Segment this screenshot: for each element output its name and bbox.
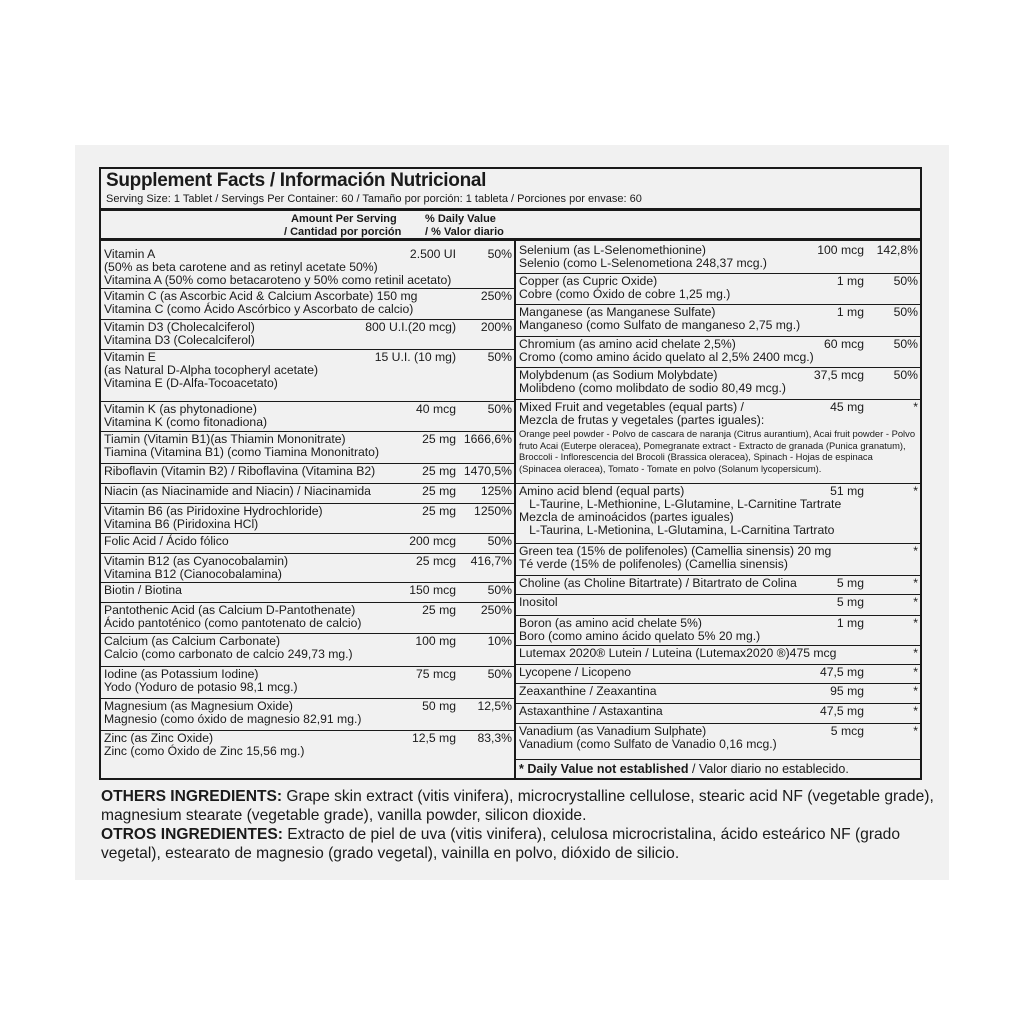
nutrient-name: (as Natural D-Alpha tocopheryl acetate)	[104, 363, 319, 377]
nutrient-name: Amino acid blend (equal parts)	[519, 484, 685, 498]
nutrient-daily-value: 50%	[893, 305, 918, 319]
header-amount: Amount Per Serving	[291, 213, 397, 225]
nutrient-name: Astaxanthine / Astaxantina	[519, 704, 663, 718]
nutrient-name: Niacin (as Niacinamide and Niacin) / Niacinamida	[104, 484, 371, 498]
nutrient-daily-value: 50%	[487, 667, 512, 681]
panel-title: Supplement Facts / Información Nutricional	[106, 170, 487, 191]
row-divider	[101, 319, 514, 320]
nutrient-daily-value: 50%	[487, 402, 512, 416]
nutrient-daily-value: 1470,5%	[463, 464, 512, 478]
nutrient-name: Vitamin B6 (as Piridoxine Hydrochloride)	[104, 504, 323, 518]
nutrient-daily-value: 50%	[487, 583, 512, 597]
nutrient-amount: 45 mg	[830, 400, 864, 414]
nutrient-daily-value: *	[913, 684, 918, 698]
nutrient-name: Magnesio (como óxido de magnesio 82,91 mg.)	[104, 712, 362, 726]
nutrient-name: Cobre (como Óxido de cobre 1,25 mg.)	[519, 287, 731, 301]
nutrient-name: Copper (as Cupric Oxide)	[519, 274, 658, 288]
footnote-bold: * Daily Value not established	[519, 762, 689, 776]
nutrient-daily-value: 250%	[480, 289, 512, 303]
row-divider	[516, 683, 920, 684]
nutrient-name: Vitamina C (como Ácido Ascórbico y Ascorbato de calcio)	[104, 302, 414, 316]
serving-info: Serving Size: 1 Tablet / Servings Per Container: 60 / Tamaño por porción: 1 tableta / Porciones por envase: 60	[106, 193, 642, 205]
nutrient-name: Riboflavin (Vitamin B2) / Riboflavina (Vitamina B2)	[104, 464, 376, 478]
nutrient-name: Lycopene / Licopeno	[519, 665, 632, 679]
nutrient-amount: 5 mg	[836, 576, 864, 590]
nutrient-name: Vitamina B12 (Cianocobalamina)	[104, 567, 282, 581]
nutrient-name: Vitamina D3 (Colecalciferol)	[104, 333, 255, 347]
nutrient-name: Calcio (como carbonato de calcio 249,73 mg.)	[104, 647, 353, 661]
nutrient-daily-value: 83,3%	[477, 731, 512, 745]
nutrient-amount: 1 mg	[836, 305, 864, 319]
blend-ingredients-note: Orange peel powder - Polvo de cascara de naranja (Citrus aurantium), Acai fruit powder - Polvo fruto Acai (Euterpe oleracea), Pomegranate extract - Extracto de granada (Punica granatum), Broccoli - Inflorescencia del Brocoli (Brassica oleracea), Spinach - Hojas de espinaca (Spinacea oleracea), Tomato - Tomate en polvo (Solanum lycopersicum).	[519, 428, 916, 474]
nutrient-daily-value: 12,5%	[477, 699, 512, 713]
nutrient-name: Vitamin D3 (Cholecalciferol)	[104, 320, 255, 334]
nutrient-name: Boron (as amino acid chelate 5%)	[519, 616, 702, 630]
row-divider	[516, 615, 920, 616]
header-dv: % Daily Value	[425, 213, 496, 225]
nutrient-name: Té verde (15% de polifenoles) (Camellia sinensis)	[519, 557, 788, 571]
nutrient-name: L-Taurina, L-Metionina, L-Glutamina, L-Carnitina Tartrato	[519, 523, 835, 537]
nutrient-daily-value: 50%	[893, 337, 918, 351]
nutrient-daily-value: 50%	[487, 534, 512, 548]
row-divider	[101, 483, 514, 484]
nutrient-name: Biotin / Biotina	[104, 583, 182, 597]
nutrient-amount: 25 mg	[422, 432, 456, 446]
nutrient-daily-value: *	[913, 704, 918, 718]
header-bottom-rule	[101, 238, 920, 241]
row-divider	[516, 304, 920, 305]
nutrient-amount: 150 mcg	[409, 583, 456, 597]
nutrient-amount: 37,5 mcg	[813, 368, 864, 382]
row-divider	[516, 543, 920, 544]
nutrient-name: Folic Acid / Ácido fólico	[104, 534, 229, 548]
nutrient-name: Vanadium (as Vanadium Sulphate)	[519, 724, 707, 738]
nutrient-name: Vitamin E	[104, 350, 156, 364]
nutrient-name: Zinc (como Óxido de Zinc 15,56 mg.)	[104, 744, 305, 758]
nutrient-name: Pantothenic Acid (as Calcium D-Pantothenate)	[104, 603, 356, 617]
nutrient-daily-value: *	[913, 646, 918, 660]
nutrient-amount: 1 mg	[836, 274, 864, 288]
nutrient-amount: 25 mg	[422, 603, 456, 617]
nutrient-name: Molybdenum (as Sodium Molybdate)	[519, 368, 718, 382]
nutrient-daily-value: *	[913, 484, 918, 498]
row-divider	[516, 336, 920, 337]
nutrient-amount: 800 U.I.(20 mcg)	[365, 320, 456, 334]
nutrient-daily-value: 125%	[480, 484, 512, 498]
nutrient-amount: 75 mcg	[416, 667, 456, 681]
nutrient-amount: 47,5 mg	[819, 704, 864, 718]
nutrient-daily-value: 200%	[480, 320, 512, 334]
nutrient-name: Boro (como amino ácido quelato 5% 20 mg.)	[519, 629, 761, 643]
nutrient-name: Vitamin A	[104, 247, 156, 261]
nutrient-name: Calcium (as Calcium Carbonate)	[104, 634, 281, 648]
nutrient-name: Inositol	[519, 595, 558, 609]
row-divider	[101, 288, 514, 289]
row-divider	[516, 367, 920, 368]
nutrient-name: Iodine (as Potassium Iodine)	[104, 667, 259, 681]
nutrient-name: (50% as beta carotene and as retinyl acetate 50%)	[104, 260, 378, 274]
nutrient-name: Tiamin (Vitamin B1)(as Thiamin Mononitrate)	[104, 432, 346, 446]
nutrient-name: Vitamina A (50% como betacaroteno y 50% como retinil acetato)	[104, 273, 452, 287]
nutrient-daily-value: *	[913, 544, 918, 558]
nutrient-name: Selenio (como L-Selenometiona 248,37 mcg.)	[519, 256, 767, 270]
nutrient-daily-value: *	[913, 665, 918, 679]
row-divider	[101, 698, 514, 699]
nutrient-daily-value: 142,8%	[876, 243, 918, 257]
nutrient-name: Vanadium (como Sulfato de Vanadio 0,16 mcg.)	[519, 737, 777, 751]
nutrient-name: Vitamin K (as phytonadione)	[104, 402, 257, 416]
nutrient-name: L-Taurine, L-Methionine, L-Glutamine, L-Carnitine Tartrate	[519, 497, 842, 511]
nutrient-name: Manganese (as Manganese Sulfate)	[519, 305, 716, 319]
others-text-en: Grape skin extract (vitis vinifera), microcrystalline cellulose, stearic acid NF (vegetable grade), magnesium stearate (vegetable grade), vanilla powder, silicon dioxide.	[101, 788, 934, 824]
nutrient-amount: 50 mg	[422, 699, 456, 713]
nutrient-name: Mezcla de aminoácidos (partes iguales)	[519, 510, 734, 524]
row-divider	[516, 703, 920, 704]
nutrient-name: Mezcla de frutas y vegetales (partes iguales):	[519, 413, 765, 427]
row-divider	[101, 463, 514, 464]
nutrient-amount: 51 mg	[830, 484, 864, 498]
nutrient-daily-value: *	[913, 400, 918, 414]
nutrient-daily-value: 1666,6%	[463, 432, 512, 446]
nutrient-name: Choline (as Choline Bitartrate) / Bitartrato de Colina	[519, 576, 797, 590]
row-divider	[101, 349, 514, 350]
nutrient-amount: 12,5 mg	[411, 731, 456, 745]
nutrient-amount: 100 mg	[415, 634, 456, 648]
nutrient-name: Tiamina (Vitamina B1) (como Tiamina Mononitrato)	[104, 445, 379, 459]
nutrient-daily-value: 1250%	[474, 504, 512, 518]
nutrient-daily-value: *	[913, 595, 918, 609]
nutrient-daily-value: 416,7%	[470, 554, 512, 568]
nutrient-amount: 25 mcg	[416, 554, 456, 568]
nutrient-daily-value: 50%	[487, 350, 512, 364]
others-label-es: OTROS INGREDIENTES:	[101, 826, 283, 843]
row-divider	[516, 664, 920, 665]
row-divider	[516, 594, 920, 595]
nutrient-name: Cromo (como amino ácido quelato al 2,5% 2400 mcg.)	[519, 350, 814, 364]
supplement-facts-panel	[99, 167, 922, 780]
nutrient-amount: 25 mg	[422, 504, 456, 518]
nutrient-name: Selenium (as L-Selenomethionine)	[519, 243, 706, 257]
nutrient-name: Vitamin C (as Ascorbic Acid & Calcium Ascorbate) 150 mg	[104, 289, 418, 303]
nutrient-name: Manganeso (como Sulfato de manganeso 2,75 mg.)	[519, 318, 801, 332]
nutrient-name: Zinc (as Zinc Oxide)	[104, 731, 214, 745]
nutrient-amount: 95 mg	[830, 684, 864, 698]
nutrient-amount: 60 mcg	[824, 337, 864, 351]
header-rule	[101, 208, 920, 211]
nutrient-name: Molibdeno (como molibdato de sodio 80,49 mcg.)	[519, 381, 786, 395]
header-dv-es: / % Valor diario	[425, 226, 504, 238]
row-divider	[101, 503, 514, 504]
row-divider	[101, 666, 514, 667]
row-divider	[101, 431, 514, 432]
nutrient-name: Zeaxanthine / Zeaxantina	[519, 684, 657, 698]
nutrient-amount: 25 mg	[422, 484, 456, 498]
nutrient-daily-value: 10%	[487, 634, 512, 648]
nutrient-amount: 5 mcg	[830, 724, 864, 738]
footnote-rest: / Valor diario no establecido.	[688, 762, 849, 776]
row-divider	[101, 602, 514, 603]
nutrient-name: Green tea (15% de polifenoles) (Camellia sinensis) 20 mg	[519, 544, 832, 558]
nutrient-daily-value: 50%	[487, 247, 512, 261]
row-divider	[101, 553, 514, 554]
row-divider	[101, 533, 514, 534]
nutrient-daily-value: 250%	[480, 603, 512, 617]
footnote-divider	[516, 759, 920, 760]
nutrient-name: Yodo (Yoduro de potasio 98,1 mcg.)	[104, 680, 298, 694]
nutrient-daily-value: *	[913, 616, 918, 630]
nutrient-amount: 5 mg	[836, 595, 864, 609]
nutrient-name: Lutemax 2020® Lutein / Luteina (Lutemax2020 ®)475 mcg	[519, 646, 837, 660]
row-divider	[101, 633, 514, 634]
nutrient-amount: 25 mg	[422, 464, 456, 478]
header-amount-es: / Cantidad por porción	[284, 226, 402, 238]
nutrient-amount: 200 mcg	[409, 534, 456, 548]
footnote	[519, 762, 849, 776]
nutrient-name: Vitamin B12 (as Cyanocobalamin)	[104, 554, 289, 568]
nutrient-daily-value: *	[913, 576, 918, 590]
row-divider	[516, 273, 920, 274]
row-divider	[516, 723, 920, 724]
others-label-en: OTHERS INGREDIENTS:	[101, 788, 283, 805]
nutrient-name: Chromium (as amino acid chelate 2,5%)	[519, 337, 736, 351]
row-divider	[516, 483, 920, 484]
nutrient-name: Mixed Fruit and vegetables (equal parts) /	[519, 400, 744, 414]
row-divider	[101, 730, 514, 731]
others-text-es: Extracto de piel de uva (vitis vinifera), celulosa microcristalina, ácido esteárico NF (grado vegetal), estearato de magnesio (grado vegetal), vainilla en polvo, dióxido de silicio.	[101, 826, 901, 862]
nutrient-daily-value: *	[913, 724, 918, 738]
nutrient-daily-value: 50%	[893, 368, 918, 382]
nutrient-name: Vitamina B6 (Piridoxina HCl)	[104, 517, 259, 531]
row-divider	[516, 399, 920, 400]
column-divider	[514, 238, 516, 778]
nutrient-amount: 2.500 UI	[409, 247, 456, 261]
nutrient-name: Ácido pantoténico (como pantotenato de calcio)	[104, 616, 362, 630]
nutrient-amount: 15 U.I. (10 mg)	[374, 350, 456, 364]
other-ingredients	[101, 787, 941, 863]
row-divider	[101, 582, 514, 583]
nutrient-amount: 100 mcg	[817, 243, 864, 257]
nutrient-daily-value: 50%	[893, 274, 918, 288]
nutrient-name: Vitamina K (como fitonadiona)	[104, 415, 268, 429]
nutrient-name: Magnesium (as Magnesium Oxide)	[104, 699, 293, 713]
row-divider	[516, 575, 920, 576]
row-divider	[101, 401, 514, 402]
nutrient-name: Vitamina E (D-Alfa-Tocoacetato)	[104, 376, 278, 390]
row-divider	[516, 645, 920, 646]
nutrient-amount: 40 mcg	[416, 402, 456, 416]
nutrient-amount: 1 mg	[836, 616, 864, 630]
nutrient-amount: 47,5 mg	[819, 665, 864, 679]
